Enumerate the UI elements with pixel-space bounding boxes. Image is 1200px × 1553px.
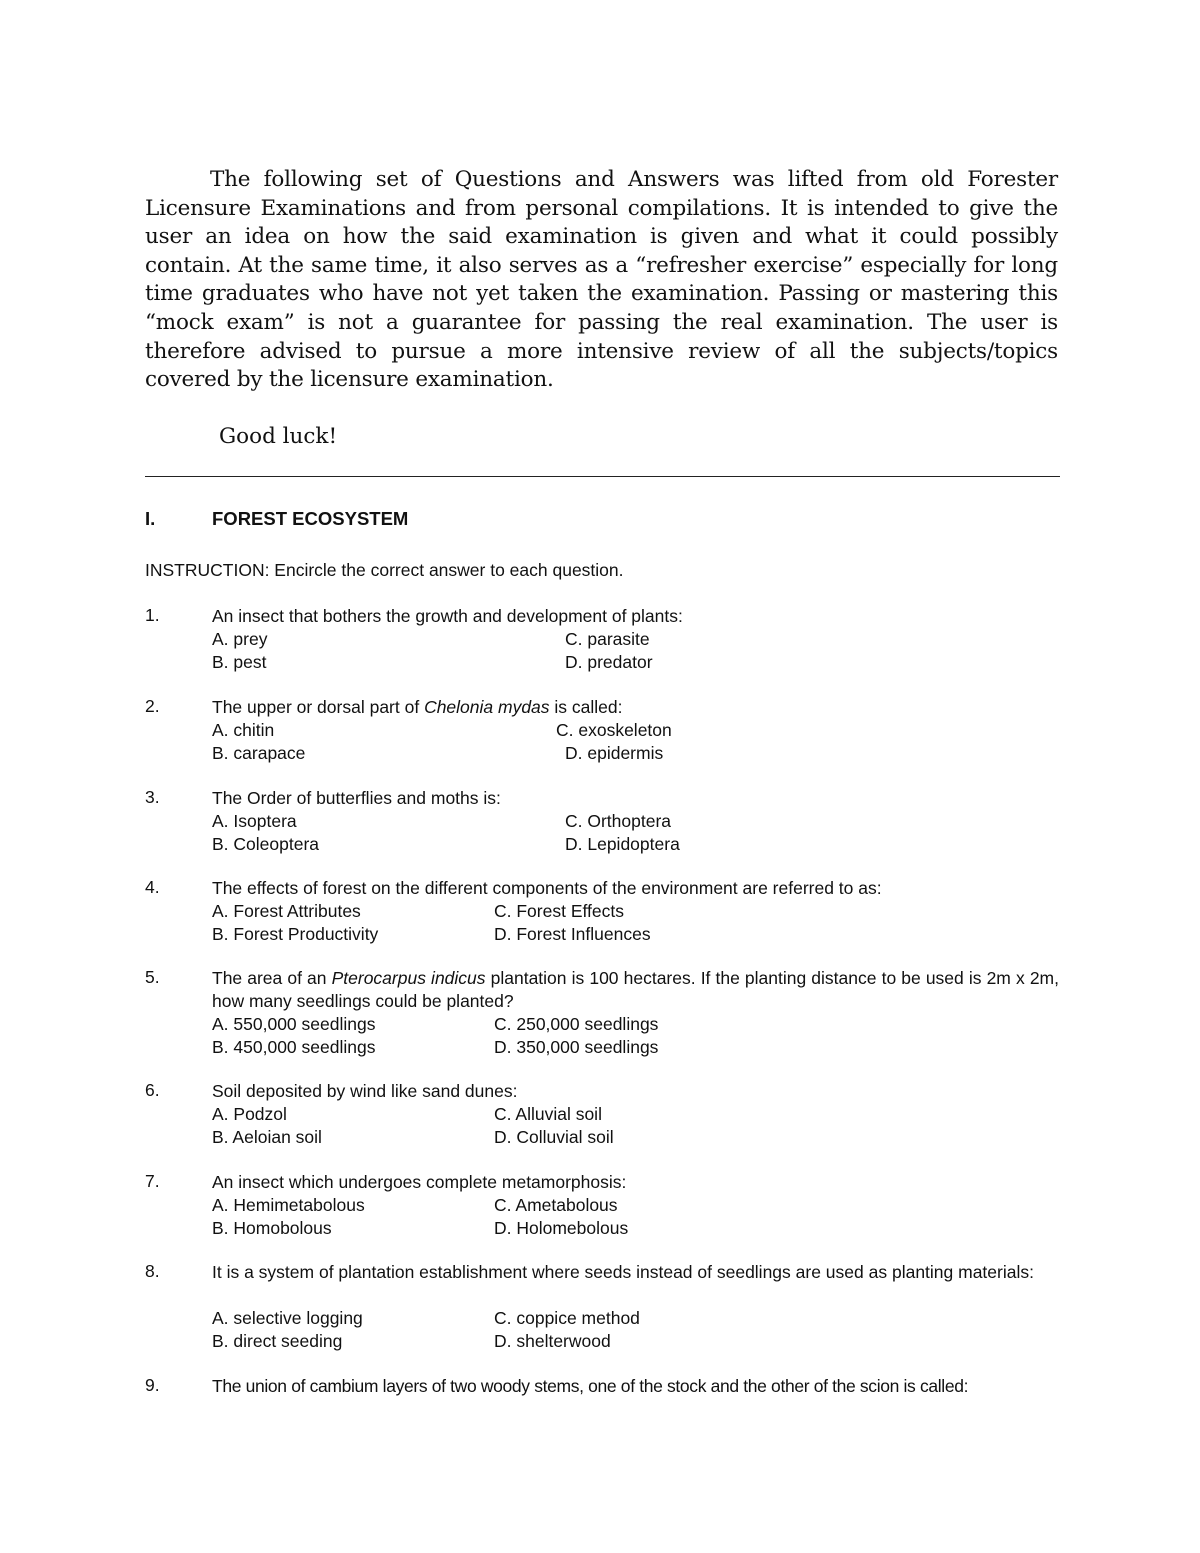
option-a[interactable]: A. Podzol [212,1104,287,1124]
question-number: 9. [145,1375,160,1395]
question-stem: It is a system of plantation establishment where seeds instead of seedlings are used as planting materials: [212,1262,1034,1282]
intro-paragraph: The following set of Questions and Answers was lifted from old Forester Licensure Examinations and from personal compilations. It is intended to give the user an idea on how the said examination is given and what it could possibly contain. At the same time, it also serves as a “refresher exercise” especially for long time graduates who have not yet taken the examination. Passing or mastering this “mock exam” is not a guarantee for passing the real examination. The user is therefore advised to pursue a more intensive review of all the subjects/topics covered by the licensure examination. [145,167,1058,393]
option-c[interactable]: C. Orthoptera [565,811,672,831]
option-c[interactable]: C. Ametabolous [494,1195,618,1215]
option-c[interactable]: C. exoskeleton [556,720,672,740]
question-number: 8. [145,1261,160,1281]
section-number: I. [145,508,156,529]
question-number: 7. [145,1171,160,1191]
question-stem: An insect which undergoes complete metamorphosis: [212,1172,627,1192]
question-stem: The effects of forest on the different components of the environment are referred to as: [212,878,882,898]
question-number: 4. [145,877,160,897]
option-b[interactable]: B. carapace [212,743,306,763]
option-b[interactable]: B. 450,000 seedlings [212,1037,376,1057]
option-b[interactable]: B. Homobolous [212,1218,332,1238]
option-a[interactable]: A. prey [212,629,268,649]
option-a[interactable]: A. selective logging [212,1308,363,1328]
option-c[interactable]: C. Forest Effects [494,901,624,921]
option-a[interactable]: A. 550,000 seedlings [212,1014,376,1034]
option-d[interactable]: D. shelterwood [494,1331,611,1351]
instruction-text: INSTRUCTION: Encircle the correct answer to each question. [145,560,624,580]
question-stem: The area of an Pterocarpus indicus plantation is 100 hectares. If the planting distance to be used is 2m x 2m, how many seedlings could be planted? [212,968,1059,1011]
option-c[interactable]: C. parasite [565,629,650,649]
question-number: 2. [145,696,160,716]
option-b[interactable]: B. Aeloian soil [212,1127,322,1147]
option-c[interactable]: C. coppice method [494,1308,640,1328]
question-stem: An insect that bothers the growth and development of plants: [212,606,683,626]
option-d[interactable]: D. Colluvial soil [494,1127,614,1147]
question-stem: The Order of butterflies and moths is: [212,788,501,808]
option-d[interactable]: D. Lepidoptera [565,834,680,854]
species-name: Chelonia mydas [424,697,550,717]
question-stem: The union of cambium layers of two woody stems, one of the stock and the other of the scion is called: [212,1376,969,1396]
species-name: Pterocarpus indicus [331,968,486,988]
question-stem: Soil deposited by wind like sand dunes: [212,1081,518,1101]
question-number: 1. [145,605,160,625]
option-b[interactable]: B. Forest Productivity [212,924,379,944]
option-b[interactable]: B. Coleoptera [212,834,320,854]
option-d[interactable]: D. epidermis [565,743,664,763]
option-d[interactable]: D. Holomebolous [494,1218,629,1238]
option-a[interactable]: A. chitin [212,720,275,740]
option-d[interactable]: D. predator [565,652,653,672]
option-b[interactable]: B. pest [212,652,267,672]
good-luck-text: Good luck! [219,424,338,449]
option-a[interactable]: A. Isoptera [212,811,297,831]
question-number: 6. [145,1080,160,1100]
option-d[interactable]: D. 350,000 seedlings [494,1037,659,1057]
question-number: 5. [145,967,160,987]
option-b[interactable]: B. direct seeding [212,1331,343,1351]
question-number: 3. [145,787,160,807]
option-c[interactable]: C. 250,000 seedlings [494,1014,659,1034]
section-title: FOREST ECOSYSTEM [212,508,409,529]
option-a[interactable]: A. Forest Attributes [212,901,361,921]
option-c[interactable]: C. Alluvial soil [494,1104,602,1124]
option-d[interactable]: D. Forest Influences [494,924,651,944]
question-stem: The upper or dorsal part of Chelonia mydas is called: [212,697,623,717]
horizontal-divider [145,476,1060,477]
option-a[interactable]: A. Hemimetabolous [212,1195,365,1215]
